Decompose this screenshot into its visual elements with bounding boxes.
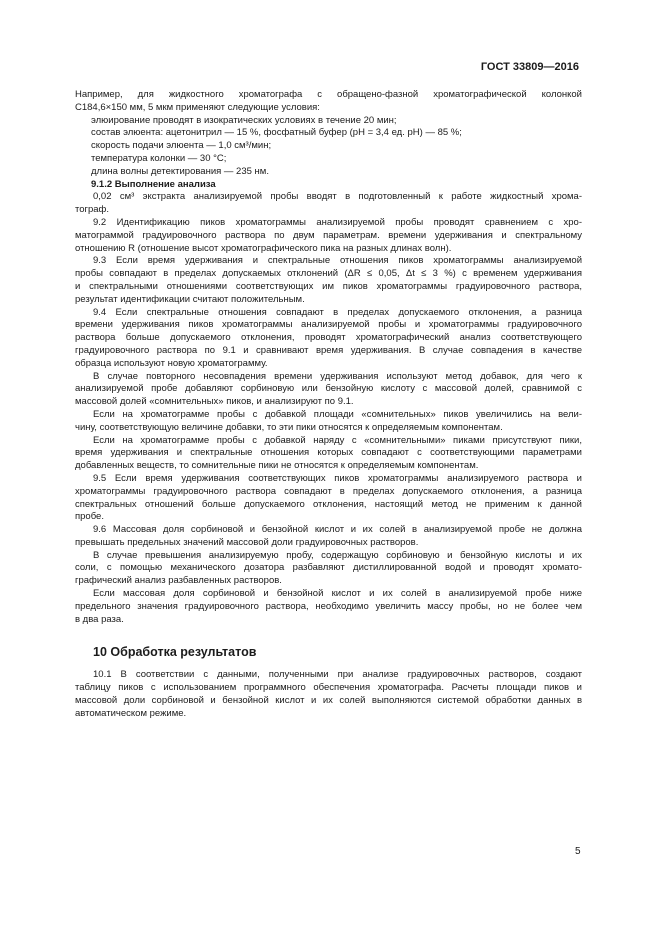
condition-line: скорость подачи элюента — 1,0 см³/мин; <box>91 140 272 152</box>
text-line: массовой доли сорбиновой и бензойной кислот и их солей выполняются системой обработки данных в <box>75 694 582 706</box>
section-10-heading: 10 Обработка результатов <box>93 645 257 660</box>
text-line: Если массовая доля сорбиновой и бензойной кислот и их солей в анализируемой пробе ниже <box>93 588 582 600</box>
section-9-paragraphs <box>75 191 582 626</box>
text-line: 9.3 Если время удерживания и спектральные отношения пиков хроматограммы анализируемой <box>93 255 582 267</box>
text-line: Если на хроматограмме пробы с добавкой наряду с «сомнительными» пиками присутствуют пики, <box>93 434 582 446</box>
text-line: 9.2 Идентификацию пиков хроматограммы анализируемой пробы проводят сравнением с хро- <box>93 216 582 228</box>
text-line: массовой долей «сомнительных» пиков, и анализируют по 9.1. <box>75 396 354 408</box>
text-line: 10.1 В соответствии с данными, полученными при анализе градуировочных растворов, создают <box>93 669 582 681</box>
paragraph <box>75 473 582 524</box>
condition-line: состав элюента: ацетонитрил — 15 %, фосфатный буфер (pH = 3,4 ед. pH) — 85 %; <box>91 127 462 139</box>
text-line: пробе. <box>75 511 104 523</box>
text-line: матограммой градуировочного раствора по двум параметрам. времени удерживания и спектральному <box>75 229 582 241</box>
conditions-list <box>75 115 582 179</box>
text-line: пробы совпадают в пределах допускаемых отклонений (ΔR ≤ 0,05, Δt ≤ 3 %) с временем удерживания <box>75 268 582 280</box>
text-line: отношению R (отношение высот хроматографического пика на разных длинах волн). <box>75 242 452 254</box>
example-line-2: C184,6×150 мм, 5 мкм применяют следующие условия: <box>75 101 320 113</box>
text-line: времени удерживания пиков хроматограммы анализируемой пробы и хроматограммы градуировочного <box>75 319 582 331</box>
text-line: 9.5 Если время удерживания соответствующих пиков хроматограммы анализируемого раствора и <box>93 472 582 484</box>
text-line: хроматограммы градуировочного раствора совпадают в пределах допускаемого отклонения, а разница <box>75 485 582 497</box>
text-line: 0,02 см³ экстракта анализируемой пробы вводят в подготовленный к работе жидкостный хрома- <box>93 191 582 203</box>
text-line: анализируемой пробе добавляют сорбиновую или бензойную кислоту с массовой долей, сравнимой с <box>75 383 582 395</box>
example-paragraph <box>75 89 582 115</box>
page-body <box>75 89 582 720</box>
condition-line: элюирование проводят в изократических условиях в течение 20 мин; <box>91 114 397 126</box>
text-line: превышать предельных значений массовой доли градуировочных растворов. <box>75 536 419 548</box>
text-line: 9.6 Массовая доля сорбиновой и бензойной кислот и их солей в анализируемой пробе не должна <box>93 524 582 536</box>
paragraph <box>75 435 582 473</box>
text-line: градуировочного раствора по 9.1 и сравнивают время удерживания. В случае совпадения в качестве <box>75 344 582 356</box>
text-line: добавленных веществ, то сомнительные пики не относятся к определяемым компонентам. <box>75 460 479 472</box>
paragraph <box>75 217 582 255</box>
text-line: 9.4 Если спектральные отношения совпадают в пределах допускаемого отклонения, а разница <box>93 306 582 318</box>
text-line: В случае повторного несовпадения времени удерживания используют метод добавок, для чего к <box>93 370 582 382</box>
page-number: 5 <box>575 846 581 857</box>
text-line: спектральных отношений больше допускаемого отклонения, настоящий метод не применим к данной <box>75 498 582 510</box>
paragraph <box>75 255 582 306</box>
condition-line: температура колонки — 30 °C; <box>91 152 227 164</box>
paragraph <box>75 524 582 550</box>
text-line: результат идентификации считают положительным. <box>75 293 305 305</box>
text-line: графический анализ разбавленных растворов. <box>75 575 282 587</box>
paragraph <box>75 307 582 371</box>
paragraph-10-1 <box>75 669 582 720</box>
text-line: в два раза. <box>75 613 124 625</box>
text-line: раствора больше допускаемого отклонения, проводят хроматографический анализ соответствующего <box>75 332 582 344</box>
text-line: таблицу пиков с использованием программного обеспечения хроматографа. Расчеты площади пиков и <box>75 682 582 694</box>
text-line: время удерживания и спектральные отношения которых совпадают с соответствующими параметрами <box>75 447 582 459</box>
paragraph <box>75 550 582 588</box>
text-line: предельного значения градуировочного раствора, необходимо увеличить массу пробы, но не более чем <box>75 600 582 612</box>
example-line-1: Например, для жидкостного хроматографа с обращено-фазной хроматографической колонкой <box>75 89 582 100</box>
subheading-9-1-2: 9.1.2 Выполнение анализа <box>91 178 216 190</box>
text-line: В случае превышения анализируемую пробу, содержащую сорбиновую и бензойную кислоты и их <box>93 549 582 561</box>
document-id: ГОСТ 33809—2016 <box>480 61 579 73</box>
text-line: и спектральными отношениями соответствующих им пиков хроматограммы градуировочного раствора, <box>75 280 582 292</box>
section-10-paragraph <box>75 669 582 720</box>
text-line: автоматическом режиме. <box>75 707 187 719</box>
paragraph <box>75 191 582 217</box>
paragraph <box>75 409 582 435</box>
text-line: Если на хроматограмме пробы с добавкой площади «сомнительных» пиков увеличились на вели- <box>93 408 582 420</box>
paragraph <box>75 588 582 626</box>
text-line: тограф. <box>75 204 110 216</box>
text-line: чину, соответствующую величине добавки, то эти пики относятся к определяемым компонентам. <box>75 421 503 433</box>
text-line: образца используют новую хроматограмму. <box>75 357 268 369</box>
paragraph <box>75 371 582 409</box>
text-line: соли, с помощью механического дозатора разбавляют дистиллированной водой и проводят хромато- <box>75 562 582 574</box>
condition-line: длина волны детектирования — 235 нм. <box>91 165 269 177</box>
